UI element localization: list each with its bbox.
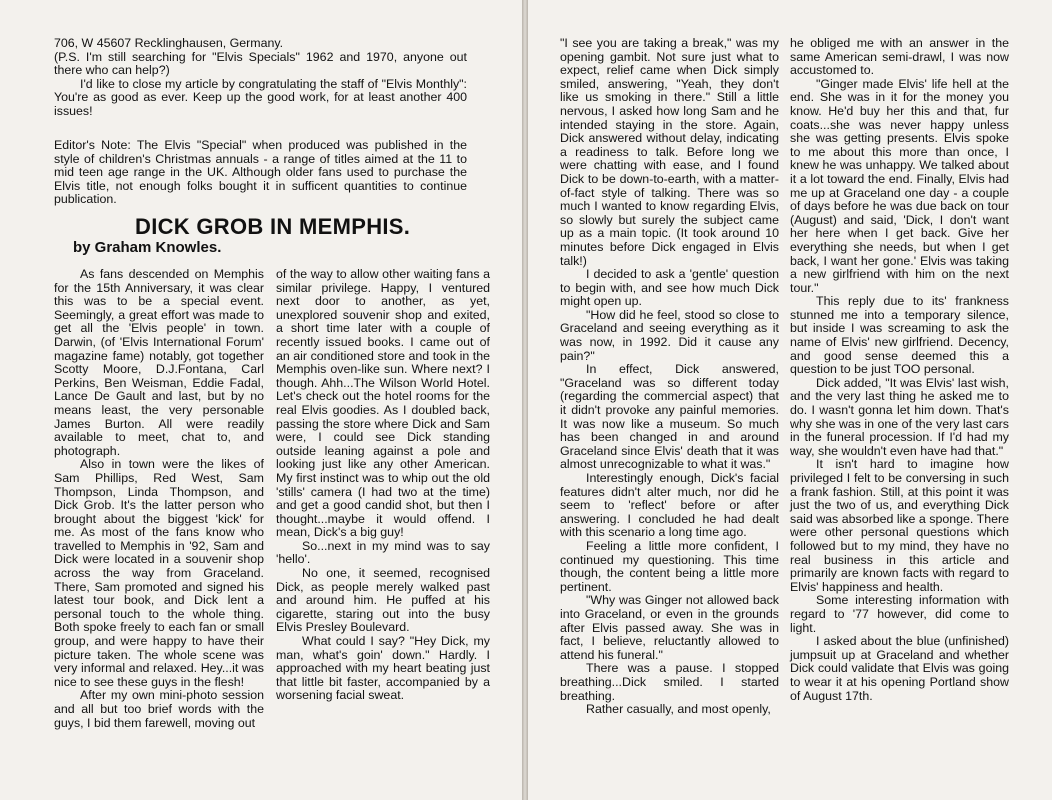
paragraph: It isn't hard to imagine how privileged I felt to be conversing in such a frank fashion. Still, at this point it was just the two of us, and everything Dick said was absorbed like a sponge. There were other personal questions which followed but to my mind, they have no real business in this article and primarily are known facts with regard to Elvis' happiness and health.	[790, 457, 1009, 594]
paragraph: So...next in my mind was to say 'hello'.	[276, 538, 490, 567]
paragraph: What could I say? "Hey Dick, my man, what's goin' down." Hardly. I approached with my heart beating just that little bit faster, accompanied by a worsening facial sweat.	[276, 634, 490, 703]
article-column-2	[276, 268, 490, 703]
article-byline: by Graham Knowles.	[73, 239, 222, 256]
paragraph: "Ginger made Elvis' life hell at the end. She was in it for the money you know. He'd buy her this and that, fur coats...she was never happy unless she was getting presents. Elvis spoke to me about this more than once, I knew he was unhappy. We talked about it a lot toward the end. Finally, Elvis had me up at Graceland one day - a couple of days before he was due back on tour (August) and said, 'Dick, I don't want her here when I get back. Give her everything she needs, but when I get back, I want her gone.' Elvis was taking a new girlfriend with him on the next tour."	[790, 76, 1009, 295]
paragraph: "How did he feel, stood so close to Graceland and seeing everything as it was now, in 1992. Did it cause any pain?"	[560, 307, 779, 363]
editors-note	[54, 139, 467, 207]
editors-note-text: Editor's Note: The Elvis "Special" when produced was published in the style of children's Christmas annuals - a range of titles aimed at the 11 to mid teen age range in the UK. Although older fans used to purchase the Elvis title, not enough folks bought it in sufficent quantities to continue publication.	[54, 138, 467, 207]
ps-note: (P.S. I'm still searching for "Elvis Specials" 1962 and 1970, anyone out there who can help?)	[54, 49, 467, 78]
article-column-4	[790, 37, 1009, 703]
paragraph: Also in town were the likes of Sam Phillips, Red West, Sam Thompson, Linda Thompson, and Dick Grob. It's the latter person who brought about the biggest 'kick' for me. As most of the fans know who travelled to Memphis in '92, Sam and Dick were located in a souvenir shop across the way from Graceland. There, Sam promoted and signed his latest tour book, and Dick lent a personal touch to the whole thing. Both spoke freely to each fan or small group, and were happy to have their picture taken. The whole scene was very informal and relaxed. Hey...it was nice to see these guys in the flesh!	[54, 457, 264, 689]
paragraph: I decided to ask a 'gentle' question to begin with, and see how much Dick might open up.	[560, 267, 779, 309]
paragraph: "Why was Ginger not allowed back into Graceland, or even in the grounds after Elvis passed away. She was in fact, I believe, reluctantly allowed to attend his funeral."	[560, 593, 779, 662]
paragraph: As fans descended on Memphis for the 15th Anniversary, it was clear this was to be a special event. Seemingly, a great effort was made to get all the 'Elvis people' in town. Darwin, (of 'Elvis International Forum' magazine fame) notably, got together Scotty Moore, D.J.Fontana, Carl Perkins, Ben Weisman, Eddie Fadal, Lance De Gault and last, but by no means least, the very personable James Burton. All were readily available to meet, chat to, and photograph.	[54, 267, 264, 458]
article-headline: DICK GROB IN MEMPHIS.	[135, 214, 411, 239]
paragraph: After my own mini-photo session and all but too brief words with the guys, I bid them farewell, moving out	[54, 688, 264, 730]
closing-paragraph: I'd like to close my article by congratulating the staff of "Elvis Monthly": You're as good as ever. Keep up the good work, for at least another 400 issues!	[54, 76, 467, 118]
paragraph: Some interesting information with regard to '77 however, did come to light.	[790, 593, 1009, 635]
paragraph: No one, it seemed, recognised Dick, as people merely walked past and around him. He puffed at his cigarette, staring out into the busy Elvis Presley Boulevard.	[276, 566, 490, 635]
paragraph: Feeling a little more confident, I continued my questioning. This time though, the content being a little more pertinent.	[560, 538, 779, 594]
paragraph: I asked about the blue (unfinished) jumpsuit up at Graceland and whether Dick could validate that Elvis was going to wear it at his opening Portland show of August 17th.	[790, 634, 1009, 703]
right-page	[528, 0, 1052, 800]
paragraph: of the way to allow other waiting fans a similar privilege. Happy, I ventured next door to another, as yet, unexplored souvenir shop and exited, a short time later with a couple of recently issued books. I came out of an air conditioned store and took in the Memphis oven-like sun. Where next? I though. Ahh...The Wilson World Hotel. Let's check out the hotel rooms for the real Elvis goodies. As I doubled back, passing the store where Dick and Sam were, I could see Dick standing outside leaning against a pole and looking just like any other American. My first instinct was to whip out the old 'stills' camera (I had two at the time) and get a good candid shot, but then I thought...maybe it would offend. I mean, Dick's a big guy!	[276, 267, 490, 540]
paragraph: In effect, Dick answered, "Graceland was so different today (regarding the commercial aspect) that it didn't provoke any painful memories. It was now like a museum. So much has been changed in and around Graceland since Elvis' death that it was almost unrecognizable to what it was."	[560, 362, 779, 472]
article-column-1	[54, 268, 264, 730]
left-page	[0, 0, 522, 800]
paragraph: Dick added, "It was Elvis' last wish, and the very last thing he asked me to do. I wasn't gonna let him down. That's why she was in one of the very last cars in the funeral procession. If I'd had my way, she wouldn't even have had that."	[790, 375, 1010, 458]
address-line: 706, W 45607 Recklinghausen, Germany.	[54, 36, 284, 50]
paragraph: This reply due to its' frankness stunned me into a temporary silence, but inside I was screaming to ask the name of Elvis' new girlfriend. Decency, and good sense deemed this a question to be just TOO personal.	[790, 294, 1009, 377]
paragraph: Interestingly enough, Dick's facial features didn't alter much, nor did he seem to 'reflect' before or after answering. I concluded he had dealt with this scenario a long time ago.	[560, 471, 779, 540]
previous-article-ending	[54, 37, 467, 119]
paragraph: Rather casually, and most openly,	[586, 702, 771, 717]
paragraph: "I see you are taking a break," was my opening gambit. Not sure just what to expect, relief came when Dick simply smiled, answering, "Yeah, they don't like us smoking in there." Still a little nervous, I asked how long Sam and he intended staying in the store. Again, Dick answered without delay, indicating a readiness to talk. Before long we were chatting with ease, and I found Dick to be down-to-earth, with a matter-of-fact style of talking. There was so much I wanted to know regarding Elvis, so slowly but surely the subject came up as a main topic. (It took around 10 minutes before Dick engaged in Elvis talk!)	[560, 36, 779, 268]
paragraph: There was a pause. I stopped breathing...Dick smiled. I started breathing.	[560, 661, 779, 703]
article-column-3	[560, 37, 779, 717]
paragraph: he obliged me with an answer in the same American semi-drawl, I was now accustomed to.	[790, 36, 1009, 78]
